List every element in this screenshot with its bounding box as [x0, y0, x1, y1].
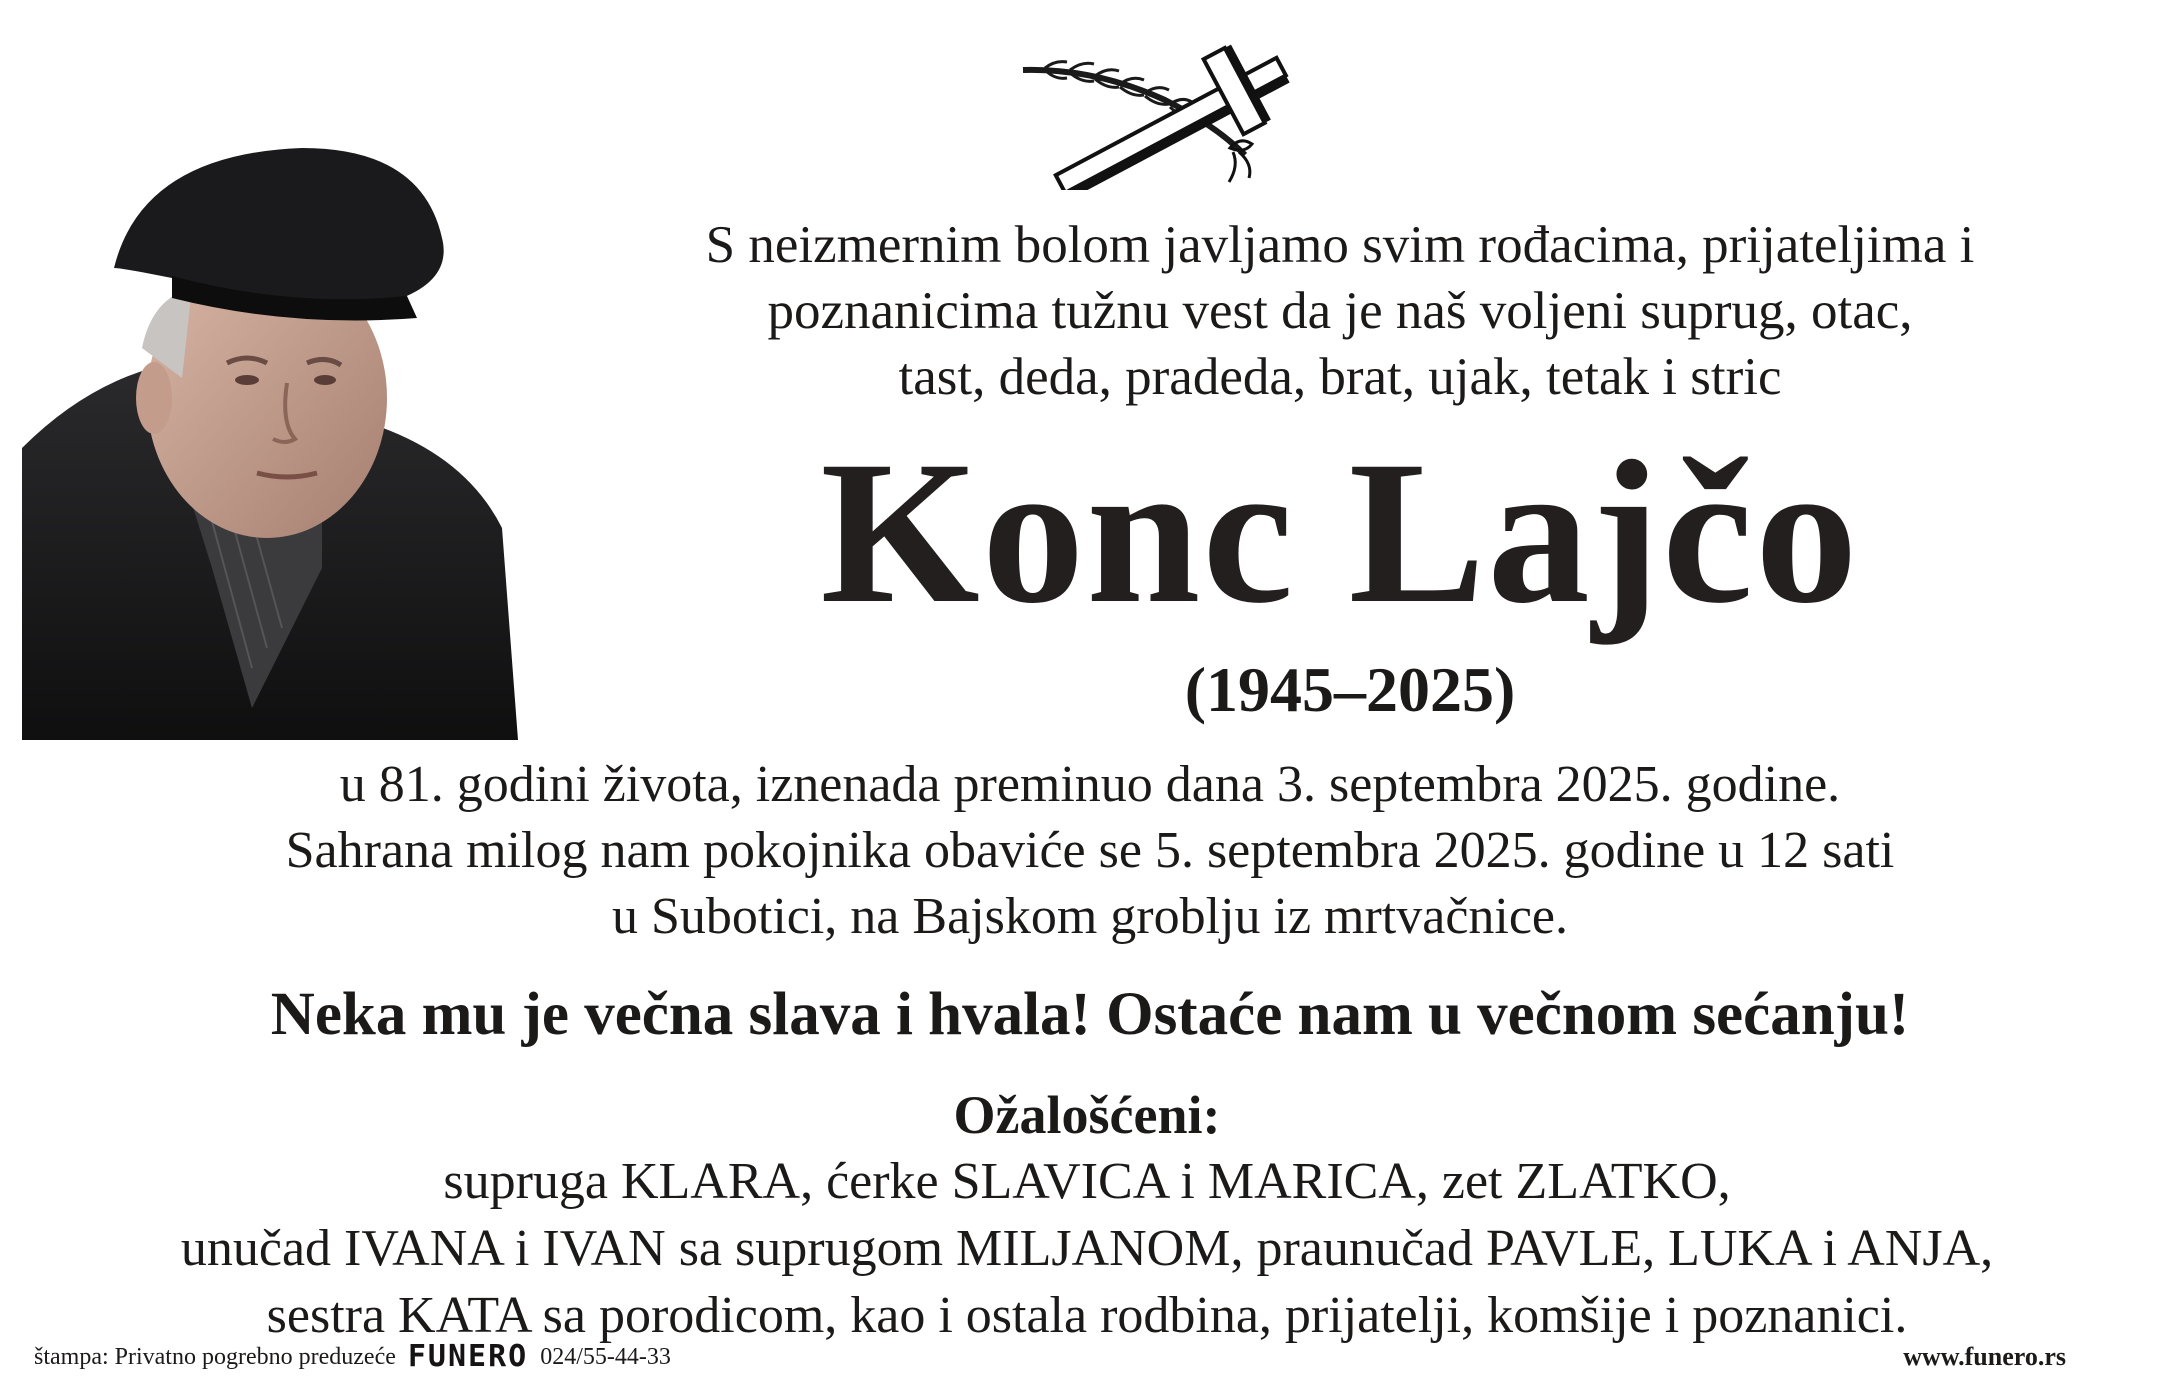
website-link[interactable]: www.funero.rs: [1903, 1342, 2066, 1371]
details-line-3: u Subotici, na Bajskom groblju iz mrtvačnice.: [611, 888, 1569, 945]
mourners-line-3: sestra KATA sa porodicom, kao i ostala rodbina, prijatelji, komšije i poznanici.: [266, 1287, 1908, 1344]
print-label: štampa: Privatno pogrebno preduzeće: [34, 1344, 396, 1370]
announcement-intro: [590, 212, 2090, 410]
intro-line-2: poznanicima tužnu vest da je naš voljeni suprug, otac,: [767, 282, 1913, 340]
intro-line-3: tast, deda, pradeda, brat, ujak, tetak i stric: [898, 348, 1782, 406]
portrait-photo: [22, 148, 518, 740]
life-years: (1945–2025): [1184, 654, 1516, 725]
mourners-title: Ožalošćeni:: [953, 1085, 1221, 1145]
mourners-list: [20, 1148, 2154, 1349]
print-credit: [34, 1339, 671, 1374]
details-line-2: Sahrana milog nam pokojnika obaviće se 5. septembra 2025. godine u 12 sati: [285, 822, 1895, 879]
blessing-text: Neka mu je večna slava i hvala! Ostaće nam u večnom sećanju!: [270, 981, 1910, 1048]
mourners-line-2: unučad IVANA i IVAN sa suprugom MILJANOM, praunučad PAVLE, LUKA i ANJA,: [180, 1220, 1994, 1277]
deceased-name: Konc Lajčo: [820, 419, 1860, 646]
funero-logo: FUNERO: [407, 1339, 529, 1374]
phone-number: 024/55-44-33: [540, 1344, 671, 1370]
cross-with-palm-icon: [1015, 30, 1315, 190]
intro-line-1: S neizmernim bolom javljamo svim rođacima, prijateljima i: [705, 216, 1975, 274]
details-line-1: u 81. godini života, iznenada preminuo dana 3. septembra 2025. godine.: [339, 756, 1841, 813]
funeral-details: [40, 752, 2140, 950]
mourners-line-1: supruga KLARA, ćerke SLAVICA i MARICA, zet ZLATKO,: [443, 1153, 1731, 1210]
